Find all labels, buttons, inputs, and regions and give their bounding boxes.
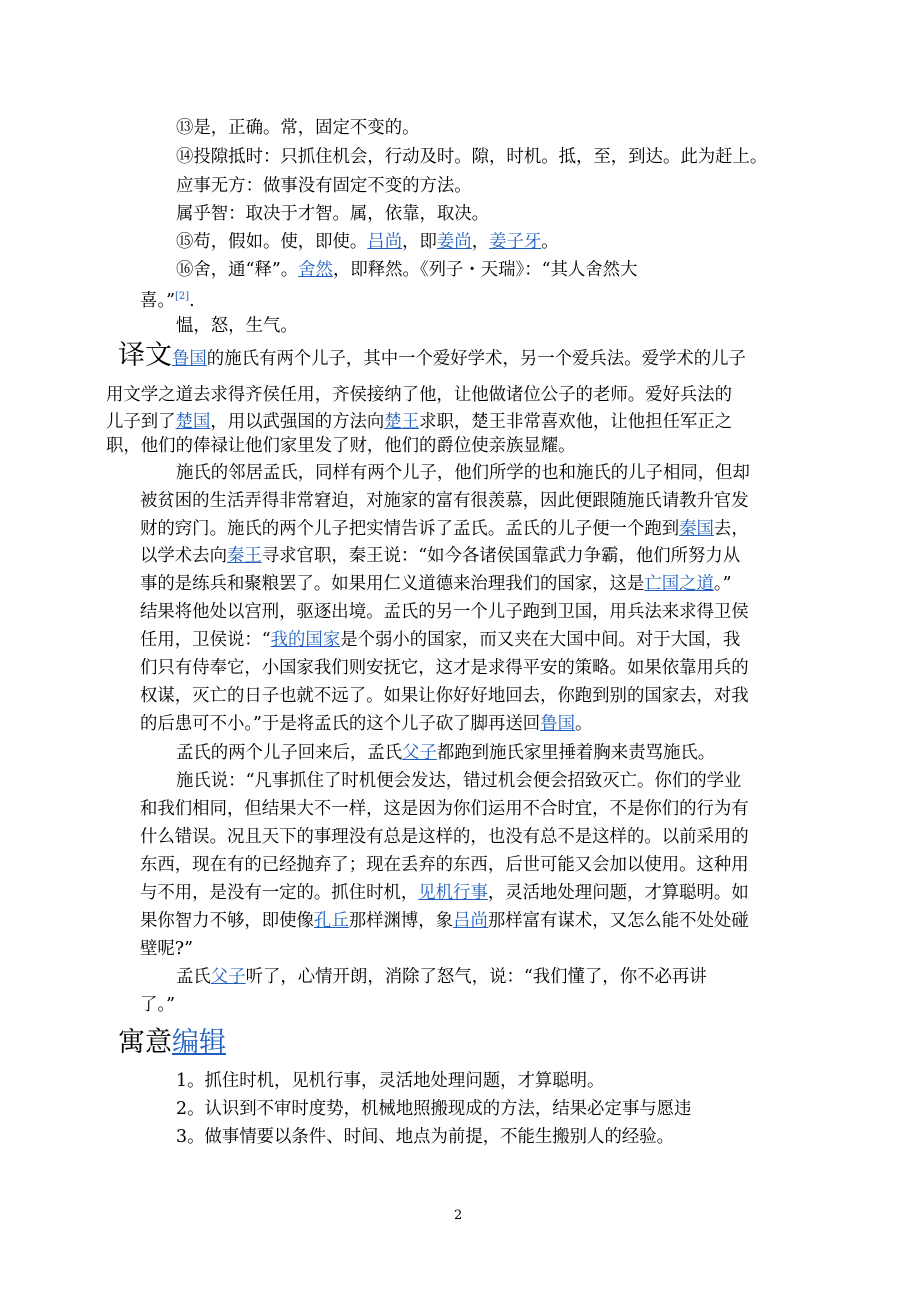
text-run: 任用，卫侯说：“ bbox=[140, 630, 271, 650]
text-run: 事的是练兵和聚粮罢了。如果用仁义道德来治理我们的国家，这是 bbox=[140, 574, 645, 594]
text-run: 和我们相同，但结果大不一样，这是因为你们运用不合时宜，不是你们的行为有 bbox=[140, 799, 749, 819]
text-run: 寻求官职，秦王说：“如今各诸侯国靠武力争霸，他们所努力从 bbox=[261, 546, 741, 566]
text-run: 应事无方：做事没有固定不变的方法。 bbox=[176, 176, 472, 196]
text-run: ⑯舍，通“释”。 bbox=[176, 260, 299, 280]
text-run: 求职，楚王非常喜欢他，让他担任军正之 bbox=[419, 412, 733, 432]
hyperlink[interactable]: 楚国 bbox=[175, 412, 211, 432]
body-line bbox=[140, 825, 749, 849]
hyperlink[interactable]: 鲁国 bbox=[172, 349, 207, 369]
text-run: 。 bbox=[541, 232, 559, 252]
text-run: ，即 bbox=[402, 232, 437, 252]
body-line bbox=[140, 853, 749, 877]
moral-heading-row bbox=[118, 1026, 226, 1060]
note-line bbox=[176, 314, 298, 338]
moral-item: 2。认识到不审时度势，机械地照搬现成的方法，结果必定事与愿违 bbox=[176, 1099, 692, 1119]
text-run: 用文学之道去求得齐侯任用，齐侯接纳了他，让他做诸位公子的老师。爱好兵法的 bbox=[106, 385, 733, 405]
note-line bbox=[176, 116, 419, 140]
text-run: 权谋，灭亡的日子也就不远了。如果让你好好地回去，你跑到别的国家去，对我 bbox=[140, 686, 749, 706]
moral-item: 3。做事情要以条件、时间、地点为前提，不能生搬别人的经验。 bbox=[176, 1127, 675, 1147]
body-line bbox=[140, 600, 749, 624]
text-run: 去， bbox=[713, 519, 749, 539]
note-line bbox=[176, 202, 489, 226]
text-run: 果你智力不够，即使像 bbox=[140, 911, 314, 931]
text-run: 听了，心情开朗，消除了怒气，说：“我们懂了，你不必再讲 bbox=[245, 967, 707, 987]
body-line bbox=[140, 517, 749, 541]
text-run: ，用以武强国的方法向 bbox=[210, 412, 385, 432]
hyperlink[interactable]: 亡国之道 bbox=[644, 574, 714, 594]
body-line bbox=[140, 684, 749, 708]
moral-heading: 寓意 bbox=[118, 1027, 172, 1058]
text-run: 孟氏的两个儿子回来后，孟氏 bbox=[176, 743, 403, 763]
body-line bbox=[176, 741, 715, 765]
hyperlink[interactable]: 鲁国 bbox=[540, 714, 575, 734]
body-line bbox=[176, 769, 741, 793]
hyperlink[interactable]: 秦国 bbox=[679, 519, 714, 539]
note-line bbox=[140, 285, 195, 313]
text-run: 壁呢?” bbox=[140, 939, 193, 959]
text-run: 儿子到了 bbox=[106, 412, 176, 432]
text-run: ， bbox=[471, 232, 490, 252]
hyperlink[interactable]: 楚王 bbox=[384, 412, 420, 432]
text-run: 的施氏有两个儿子，其中一个爱好学术，另一个爱兵法。爱学术的儿子 bbox=[206, 349, 746, 369]
body-line bbox=[106, 410, 732, 434]
body-line bbox=[106, 434, 576, 458]
hyperlink[interactable]: 舍然 bbox=[298, 260, 333, 280]
text-run: ⑭投隙抵时：只抓住机会，行动及时。隙，时机。抵，至，到达。此为赶上。 bbox=[176, 147, 768, 167]
hyperlink[interactable]: 父子 bbox=[210, 967, 246, 987]
moral-item: 1。抓住时机，见机行事，灵活地处理问题，才算聪明。 bbox=[176, 1071, 605, 1091]
body-line bbox=[140, 881, 749, 905]
text-run: 的后患可不小。”于是将孟氏的这个儿子砍了脚再送回 bbox=[140, 714, 541, 734]
text-run: 。 bbox=[574, 714, 593, 734]
text-run: 以学术去向 bbox=[140, 546, 227, 566]
hyperlink[interactable]: 姜尚 bbox=[436, 232, 472, 252]
text-run: ，即释然。《列子・天瑞》：“其人舍然大 bbox=[332, 260, 638, 280]
text-run: . bbox=[189, 290, 195, 311]
text-run: 喜。” bbox=[140, 290, 175, 311]
text-run: 属乎智：取决于才智。属，依靠，取决。 bbox=[176, 204, 490, 224]
body-line bbox=[176, 965, 707, 989]
body-line bbox=[140, 993, 175, 1017]
hyperlink[interactable]: 姜子牙 bbox=[489, 232, 542, 252]
text-run: 什么错误。况且天下的事理没有总是这样的，也没有总不是这样的。以前采用的 bbox=[140, 827, 749, 847]
body-line bbox=[140, 909, 749, 933]
body-line bbox=[172, 349, 746, 369]
body-line bbox=[140, 937, 193, 961]
text-run: ⑬是，正确。常，固定不变的。 bbox=[176, 118, 420, 138]
hyperlink[interactable]: 见机行事 bbox=[418, 883, 488, 903]
text-run: 愠，怒，生气。 bbox=[176, 316, 298, 336]
edit-link[interactable]: 编辑 bbox=[172, 1027, 226, 1058]
text-run: ，灵活地处理问题，才算聪明。如 bbox=[487, 883, 749, 903]
body-line bbox=[176, 461, 750, 485]
translation-heading: 译文 bbox=[118, 340, 172, 371]
text-run: ⑮苟，假如。使，即使。 bbox=[176, 232, 368, 252]
footnote-ref[interactable]: [2] bbox=[174, 291, 190, 302]
note-line bbox=[176, 230, 559, 254]
body-line bbox=[140, 712, 592, 736]
text-run: 东西，现在有的已经抛弃了；现在丢弃的东西，后世可能又会加以使用。这种用 bbox=[140, 855, 749, 875]
body-line bbox=[140, 797, 749, 821]
text-run: 那样富有谋术，又怎么能不处处碰 bbox=[487, 911, 749, 931]
text-run: 都跑到施氏家里捶着胸来责骂施氏。 bbox=[436, 743, 716, 763]
body-line bbox=[106, 383, 732, 407]
hyperlink[interactable]: 父子 bbox=[402, 743, 437, 763]
text-run: 孟氏 bbox=[176, 967, 211, 987]
text-run: 们只有侍奉它，小国家我们则安抚它，这才是求得平安的策略。如果依靠用兵的 bbox=[140, 658, 749, 678]
body-line bbox=[140, 656, 749, 680]
text-run: 那样渊博，象 bbox=[348, 911, 454, 931]
text-run: 与不用，是没有一定的。抓住时机， bbox=[140, 883, 419, 903]
hyperlink[interactable]: 孔丘 bbox=[313, 911, 349, 931]
text-run: 施氏的邻居孟氏，同样有两个儿子，他们所学的也和施氏的儿子相同，但却 bbox=[176, 463, 750, 483]
hyperlink[interactable]: 吕尚 bbox=[453, 911, 488, 931]
note-line bbox=[176, 145, 767, 169]
body-line bbox=[140, 572, 732, 596]
text-run: 职，他们的俸禄让他们家里发了财，他们的爵位使亲族显耀。 bbox=[106, 436, 576, 456]
text-run: 。” bbox=[713, 574, 732, 594]
hyperlink[interactable]: 吕尚 bbox=[367, 232, 403, 252]
text-run: 是个弱小的国家，而又夹在大国中间。对于大国，我 bbox=[340, 630, 741, 650]
text-run: 了。” bbox=[140, 995, 175, 1015]
text-run: 被贫困的生活弄得非常窘迫，对施家的富有很羡慕，因此便跟随施氏请教升官发 bbox=[140, 491, 749, 511]
body-line bbox=[140, 628, 740, 652]
page-number: 2 bbox=[454, 1208, 463, 1223]
hyperlink[interactable]: 秦王 bbox=[226, 546, 262, 566]
text-run: 财的窍门。施氏的两个儿子把实情告诉了孟氏。孟氏的儿子便一个跑到 bbox=[140, 519, 680, 539]
note-line bbox=[176, 258, 637, 282]
text-run: 施氏说：“凡事抓住了时机便会发达，错过机会便会招致灭亡。你们的学业 bbox=[176, 771, 742, 791]
hyperlink[interactable]: 我的国家 bbox=[270, 630, 341, 650]
body-line bbox=[140, 489, 749, 513]
text-run: 结果将他处以宫刑，驱逐出境。孟氏的另一个儿子跑到卫国，用兵法来求得卫侯 bbox=[140, 602, 749, 622]
translation-first-line bbox=[118, 340, 746, 371]
note-line bbox=[176, 174, 472, 198]
body-line bbox=[140, 544, 740, 568]
